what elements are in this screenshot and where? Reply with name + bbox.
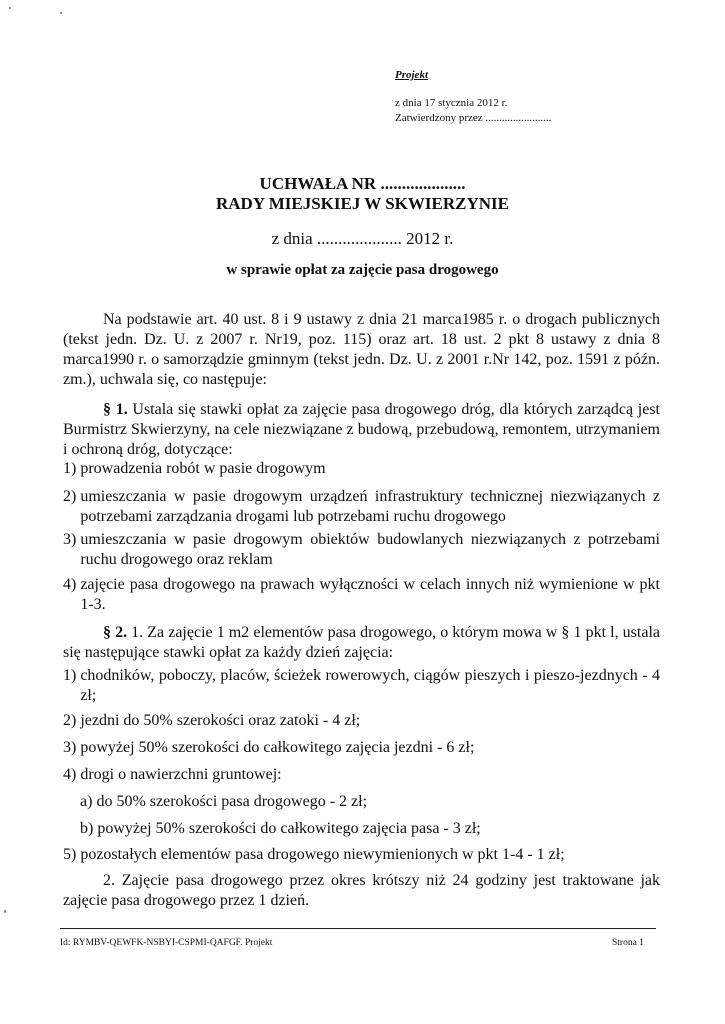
- list-item-text: powyżej 50% szerokości do całkowitego zajęcia jezdni - 6 zł;: [80, 739, 475, 756]
- list-item-text: jezdni do 50% szerokości oraz zatoki - 4 zł;: [80, 712, 361, 729]
- list-item-text: drogi o nawierzchni gruntowej:: [80, 766, 282, 783]
- section-2-point-2: 2. Zajęcie pasa drogowego przez okres krótszy niż 24 godziny jest traktowane jak zajęcie pasa drogowego przez 1 dzień.: [63, 872, 660, 909]
- list-item-number: b): [80, 820, 98, 837]
- list-item: [63, 459, 660, 479]
- draft-date-line: z dnia 17 stycznia 2012 r.: [395, 97, 508, 109]
- list-item-text: umieszczania w pasie drogowym obiektów budowlanych niezwiązanych z potrzebami ruchu drogowego oraz reklam: [80, 531, 660, 568]
- list-item: [80, 819, 660, 839]
- list-item: [80, 792, 660, 812]
- list-item: [63, 487, 660, 527]
- page-number: Strona 1: [612, 938, 644, 948]
- section-2-paragraph: [63, 623, 660, 663]
- list-item-text: chodników, poboczy, placów, ścieżek rowerowych, ciągów pieszych i pieszo-jezdnych - 4 zł;: [80, 667, 660, 704]
- list-item-number: 3): [63, 531, 81, 548]
- list-item-number: 4): [63, 576, 81, 593]
- list-item-number: 2): [63, 712, 81, 729]
- list-item-number: 5): [63, 846, 81, 863]
- preamble-paragraph: Na podstawie art. 40 ust. 8 i 9 ustawy z dnia 21 marca1985 r. o drogach publicznych (tekst jedn. Dz. U. z 2007 r. Nr19, poz. 115) oraz art. 18 ust. 2 pkt 8 ustawy z dnia 8 marca1990 r. o samorządzie gminnym (tekst jedn. Dz. U. z 2001 r.Nr 142, poz. 1591 z późn. zm.), uchwala się, co następuje:: [63, 311, 660, 388]
- list-item-text: powyżej 50% szerokości do całkowitego zajęcia pasa - 3 zł;: [97, 820, 481, 837]
- document-id: Id: RYMBV-QEWFK-NSBYI-CSPMI-QAFGF. Projekt: [60, 938, 273, 948]
- list-item-number: 3): [63, 739, 81, 756]
- resolution-date: z dnia .................... 2012 r.: [271, 229, 454, 248]
- list-item-text: pozostałych elementów pasa drogowego niewymienionych w pkt 1-4 - 1 zł;: [80, 846, 565, 863]
- list-item: [63, 765, 660, 785]
- list-item: [63, 845, 660, 865]
- scan-speck: [60, 12, 62, 14]
- footer-divider: [60, 928, 656, 929]
- section-2-mark: § 2.: [103, 624, 128, 641]
- scan-speck: [9, 7, 11, 9]
- list-item: [63, 666, 660, 706]
- projekt-label: Projekt: [395, 69, 428, 81]
- list-item-text: do 50% szerokości pasa drogowego - 2 zł;: [96, 793, 368, 810]
- list-item-text: zajęcie pasa drogowego na prawach wyłączności w celach innych niż wymienione w pkt 1-3.: [80, 576, 660, 613]
- resolution-number-title: UCHWAŁA NR ....................: [259, 174, 466, 193]
- section-1-paragraph: [63, 400, 660, 460]
- list-item-number: a): [80, 793, 97, 810]
- list-item: [63, 738, 660, 758]
- list-item-number: 2): [63, 488, 81, 505]
- list-item: [63, 530, 660, 570]
- list-item-number: 1): [63, 460, 81, 477]
- list-item: [63, 711, 660, 731]
- section-1-mark: § 1.: [103, 401, 128, 418]
- approved-by-line: Zatwierdzony przez ........................: [395, 112, 552, 124]
- council-name-title: RADY MIEJSKIEJ W SKWIERZYNIE: [215, 194, 509, 213]
- list-item-text: prowadzenia robót w pasie drogowym: [80, 460, 326, 477]
- resolution-subject: w sprawie opłat za zajęcie pasa drogowego: [226, 262, 499, 278]
- list-item: [63, 575, 660, 615]
- list-item-number: 1): [63, 667, 81, 684]
- list-item-number: 4): [63, 766, 81, 783]
- list-item-text: umieszczania w pasie drogowym urządzeń infrastruktury technicznej niezwiązanych z potrzebami zarządzania drogami lub potrzebami ruchu drogowego: [80, 488, 660, 525]
- scan-speck: [4, 910, 6, 913]
- section-2-intro: 1. Za zajęcie 1 m2 elementów pasa drogowego, o którym mowa w § 1 pkt l, ustala się następujące stawki opłat za każdy dzień zajęcia:: [63, 624, 660, 661]
- section-1-intro: Ustala się stawki opłat za zajęcie pasa drogowego dróg, dla których zarządcą jest Burmistrz Skwierzyny, na cele niezwiązane z budową, przebudową, remontem, utrzymaniem i ochroną dróg, dotyczące:: [63, 401, 661, 458]
